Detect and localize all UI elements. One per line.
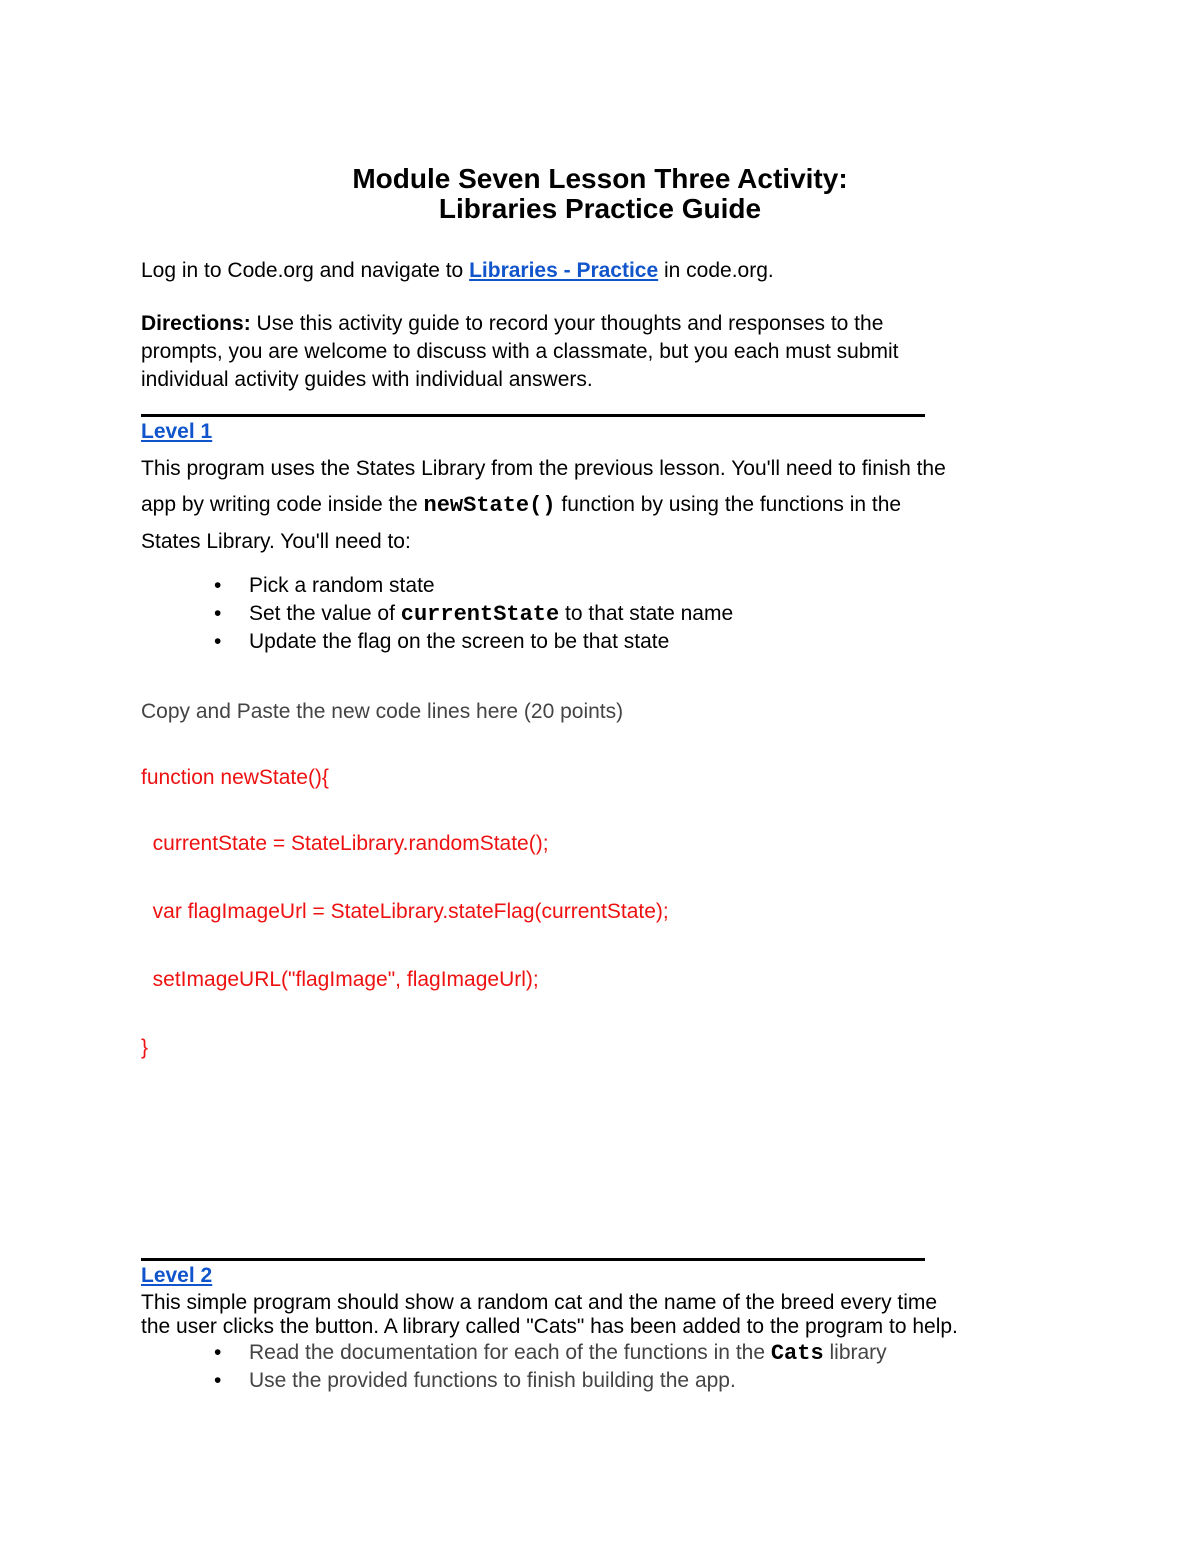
directions-text-1: Use this activity guide to record your thoughts and responses to the bbox=[250, 312, 884, 335]
intro-line bbox=[141, 257, 774, 285]
currentstate-code: currentState bbox=[400, 602, 560, 627]
cats-code: Cats bbox=[770, 1341, 824, 1366]
bullet-marker: • bbox=[214, 1341, 222, 1364]
list-item-text-after: to that state name bbox=[559, 602, 734, 625]
list-item bbox=[249, 1341, 887, 1366]
level-2-paragraph-line-2: the user clicks the button. A library called "Cats" has been added to the program to help. bbox=[141, 1315, 958, 1338]
bullet-marker: • bbox=[214, 1369, 222, 1392]
page-title-line-2: Libraries Practice Guide bbox=[438, 193, 762, 224]
code-prompt: Copy and Paste the new code lines here (20 points) bbox=[141, 700, 624, 723]
bullet-marker: • bbox=[214, 574, 222, 597]
directions-line-3: individual activity guides with individual answers. bbox=[141, 368, 593, 391]
level-1-paragraph-line-1: This program uses the States Library from the previous lesson. You'll need to finish the bbox=[141, 457, 946, 480]
level-1-text-before-code: app by writing code inside the bbox=[141, 493, 424, 516]
page-title-line-1: Module Seven Lesson Three Activity: bbox=[352, 163, 848, 194]
list-item-text-before: Set the value of bbox=[249, 602, 401, 625]
level-1-text-after-code: function by using the functions in the bbox=[555, 493, 902, 516]
code-line: } bbox=[141, 1036, 149, 1059]
list-item-text-after: library bbox=[823, 1341, 887, 1364]
bullet-marker: • bbox=[214, 630, 222, 653]
section-divider bbox=[141, 414, 925, 417]
level-2-heading[interactable]: Level 2 bbox=[141, 1264, 213, 1287]
level-1-paragraph-line-2 bbox=[141, 491, 901, 520]
newstate-code: newState() bbox=[423, 493, 556, 518]
code-line: currentState = StateLibrary.randomState(); bbox=[141, 832, 549, 855]
level-1-paragraph-line-3: States Library. You'll need to: bbox=[141, 530, 411, 553]
intro-text-after: in code.org. bbox=[658, 259, 774, 282]
code-line: setImageURL("flagImage", flagImageUrl); bbox=[141, 968, 539, 991]
list-item bbox=[249, 602, 733, 627]
level-1-heading[interactable]: Level 1 bbox=[141, 420, 213, 443]
list-item: Pick a random state bbox=[249, 574, 435, 597]
code-line: var flagImageUrl = StateLibrary.stateFlag(currentState); bbox=[141, 900, 669, 923]
directions-line-2: prompts, you are welcome to discuss with a classmate, but you each must submit bbox=[141, 340, 899, 363]
intro-text-before: Log in to Code.org and navigate to bbox=[141, 259, 470, 282]
code-line: function newState(){ bbox=[141, 766, 329, 789]
level-2-paragraph-line-1: This simple program should show a random cat and the name of the breed every time bbox=[141, 1291, 938, 1314]
directions-line-1 bbox=[141, 310, 883, 338]
list-item: Use the provided functions to finish building the app. bbox=[249, 1369, 736, 1392]
directions-label: Directions: bbox=[141, 312, 251, 335]
section-divider bbox=[141, 1258, 925, 1261]
list-item: Update the flag on the screen to be that state bbox=[249, 630, 670, 653]
bullet-marker: • bbox=[214, 602, 222, 625]
libraries-practice-link[interactable]: Libraries - Practice bbox=[469, 259, 659, 282]
list-item-text-before: Read the documentation for each of the functions in the bbox=[249, 1341, 771, 1364]
